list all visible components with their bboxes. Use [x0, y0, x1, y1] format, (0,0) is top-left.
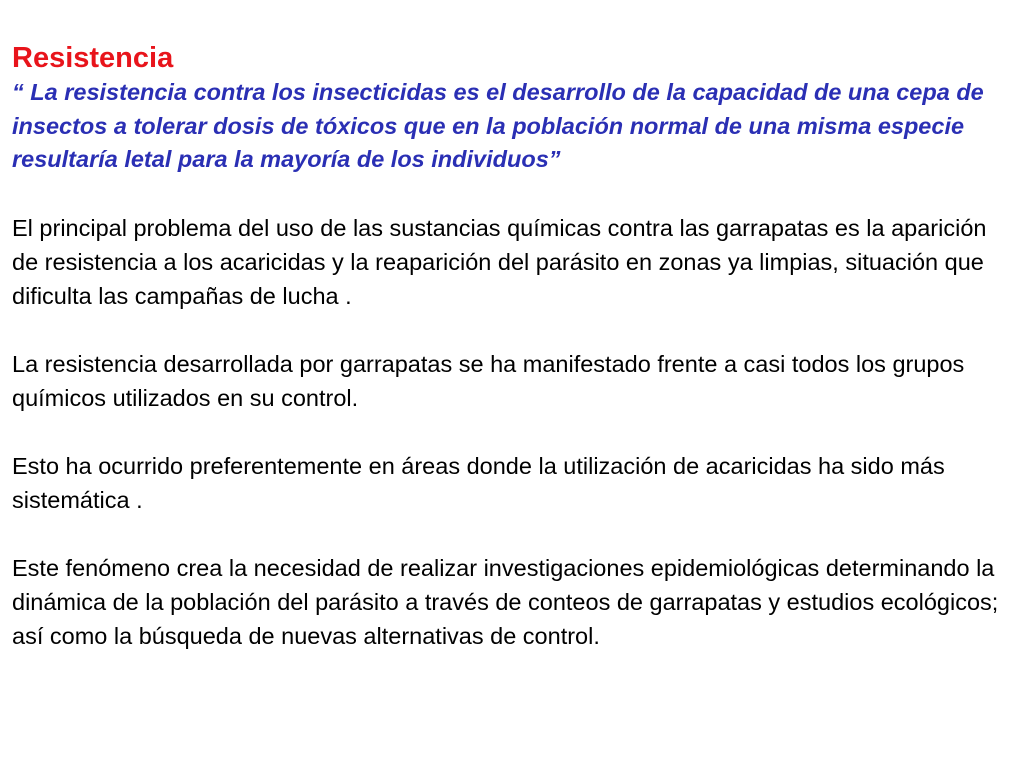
spacer — [12, 177, 1016, 211]
spacer — [12, 415, 1016, 449]
spacer — [12, 517, 1016, 551]
paragraph-research-need: Este fenómeno crea la necesidad de realizar investigaciones epidemiológicas determinando la dinámica de la población del parásito a través de conteos de garrapatas y estudios ecológicos; así como la búsqueda de nuevas alternativas de control. — [12, 554, 999, 649]
paragraph-systematic-use: Esto ha ocurrido preferentemente en áreas donde la utilización de acaricidas ha sido más sistemática . — [12, 452, 945, 513]
definition-quote: “ La resistencia contra los insecticidas es el desarrollo de la capacidad de una cepa de insectos a tolerar dosis de tóxicos que en la población normal de una misma especie resultaría letal para la mayoría de los individuos” — [12, 79, 984, 172]
slide-content — [12, 40, 1016, 653]
paragraph-main-problem: El principal problema del uso de las sustancias químicas contra las garrapatas es la aparición de resistencia a los acaricidas y la reaparición del parásito en zonas ya limpias, situación que dificulta las campañas de lucha . — [12, 214, 987, 309]
slide-title: Resistencia — [12, 42, 174, 74]
spacer — [12, 313, 1016, 347]
paragraph-resistance-groups: La resistencia desarrollada por garrapatas se ha manifestado frente a casi todos los grupos químicos utilizados en su control. — [12, 350, 965, 411]
